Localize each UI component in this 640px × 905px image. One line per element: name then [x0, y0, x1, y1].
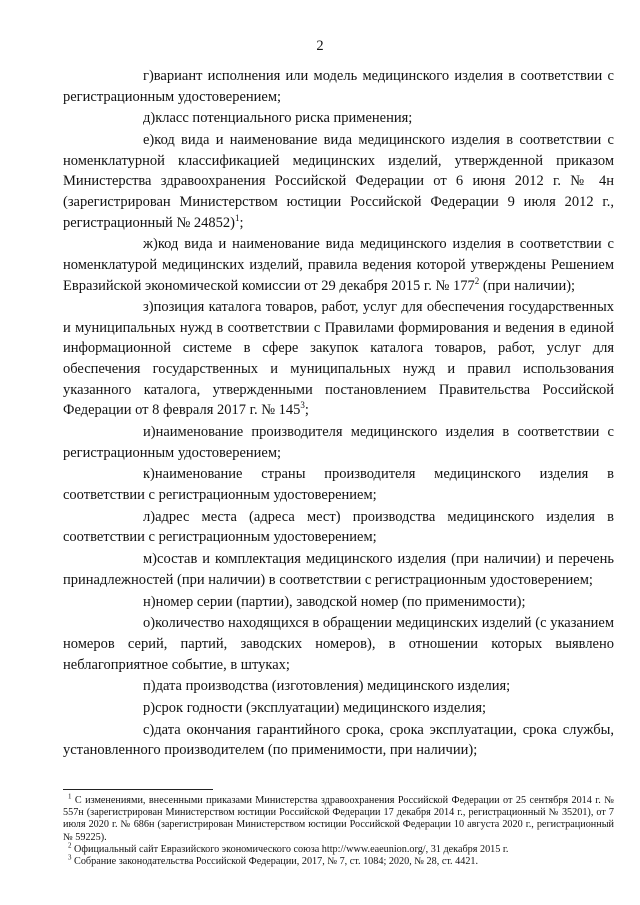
item-marker: и)	[143, 424, 156, 441]
footnotes	[63, 792, 614, 868]
list-item-l	[63, 507, 614, 548]
list-item-p	[63, 676, 614, 697]
item-marker: м)	[143, 551, 158, 568]
item-marker: д)	[143, 110, 156, 127]
item-text: номер серии (партии), заводской номер (по применимости);	[155, 593, 526, 610]
list-item-o	[63, 613, 614, 675]
page-number: 2	[316, 38, 324, 54]
footnote-number: 1	[68, 792, 72, 801]
list-item-z	[63, 297, 614, 421]
footnote-3	[63, 853, 614, 868]
footnote-1	[63, 792, 614, 844]
footnote-text: Официальный сайт Евразийского экономического союза http://www.eaeunion.org/, 31 декабря 2015 г.	[74, 843, 509, 855]
list-item-i	[63, 422, 614, 463]
footnote-text: С изменениями, внесенными приказами Министерства здравоохранения Российской Федерации от 25 сентября 2014 г. № 557н (зарегистрирован Министерством юстиции Российской Федерации 17 декабря 2014 г., регистрационный № 35201), от 7 июля 2020 г. № 686н (зарегистрирован Министерством юстиции Российской Федерации 10 августа 2020 г., регистрационный № 59225).	[63, 795, 614, 843]
footnote-number: 3	[68, 853, 72, 862]
list-item-zh	[63, 234, 614, 296]
item-text-tail: ;	[239, 214, 244, 231]
footnote-divider	[63, 789, 213, 790]
item-text: код вида и наименование вида медицинского изделия в соответствии с номенклатурной классификацией медицинских изделий, утвержденной приказом Министерства здравоохранения Российской Федерации от 6 июня 2012 г. № 4н (зарегистрирован Министерством юстиции Российской Федерации 9 июля 2012 г., регистрационный № 24852)	[63, 132, 614, 231]
item-text: количество находящихся в обращении медицинских изделий (с указанием номеров серий, партий, заводских номеров), в отношении которых выявлено неблагоприятное событие, в штуках;	[63, 615, 614, 673]
item-text: позиция каталога товаров, работ, услуг для обеспечения государственных и муниципальных нужд в соответствии с Правилами формирования и ведения в единой информационной системе в сфере закупок каталога товаров, работ, услуг для обеспечения государственных и муниципальных нужд и правил использования указанного каталога, утвержденными постановлением Правительства Российской Федерации от 8 февраля 2017 г. № 145	[63, 299, 614, 419]
list-item-d	[63, 108, 614, 129]
item-text: дата окончания гарантийного срока, срока эксплуатации, срока службы, установленного производителем (по применимости, при наличии);	[63, 721, 614, 759]
footnote-text: Собрание законодательства Российской Федерации, 2017, № 7, ст. 1084; 2020, № 28, ст. 4421.	[74, 856, 479, 868]
item-text: класс потенциального риска применения;	[155, 110, 413, 127]
footnote-2	[63, 841, 614, 856]
item-marker: п)	[143, 678, 156, 695]
item-marker: з)	[143, 299, 154, 316]
list-item-g	[63, 66, 614, 107]
item-marker: е)	[143, 132, 155, 149]
footnote-ref: 2	[474, 275, 480, 286]
list-item-n	[63, 592, 614, 613]
item-text-tail: ;	[304, 402, 309, 419]
list-item-s	[63, 720, 614, 761]
item-text: наименование производителя медицинского изделия в соответствии с регистрационным удостоверением;	[63, 424, 614, 461]
document-body	[63, 66, 614, 762]
item-text: код вида и наименование вида медицинского изделия в соответствии с номенклатурой медицинских изделий, правила ведения которой утверждены Решением Евразийской экономической комиссии от 29 декабря 2015 г. № 177	[63, 236, 614, 294]
item-text: адрес места (адреса мест) производства медицинского изделия в соответствии с регистрационным удостоверением;	[63, 508, 614, 546]
list-item-e	[63, 130, 614, 233]
item-marker: ж)	[143, 236, 158, 253]
list-item-k	[63, 464, 614, 505]
item-text: срок годности (эксплуатации) медицинского изделия;	[155, 700, 487, 717]
item-marker: г)	[143, 68, 154, 84]
footnote-number: 2	[68, 841, 72, 850]
item-text: состав и комплектация медицинского изделия (при наличии) и перечень принадлежностей (при наличии) в соответствии с регистрационным удостоверением;	[63, 551, 614, 588]
list-item-m	[63, 549, 614, 590]
item-marker: л)	[143, 508, 156, 525]
item-text-tail: (при наличии);	[479, 277, 576, 294]
footnote-ref: 3	[300, 400, 305, 411]
item-marker: о)	[143, 615, 156, 632]
item-marker: с)	[143, 721, 155, 738]
list-item-r	[63, 698, 614, 719]
item-text: вариант исполнения или модель медицинского изделия в соответствии с регистрационным удостоверением;	[63, 68, 614, 105]
item-marker: н)	[143, 593, 156, 610]
item-marker: р)	[143, 700, 156, 717]
item-marker: к)	[143, 466, 155, 483]
item-text: наименование страны производителя медицинского изделия в соответствии с регистрационным удостоверением;	[63, 466, 614, 503]
footnote-ref: 1	[234, 212, 240, 223]
item-text: дата производства (изготовления) медицинского изделия;	[155, 678, 511, 695]
